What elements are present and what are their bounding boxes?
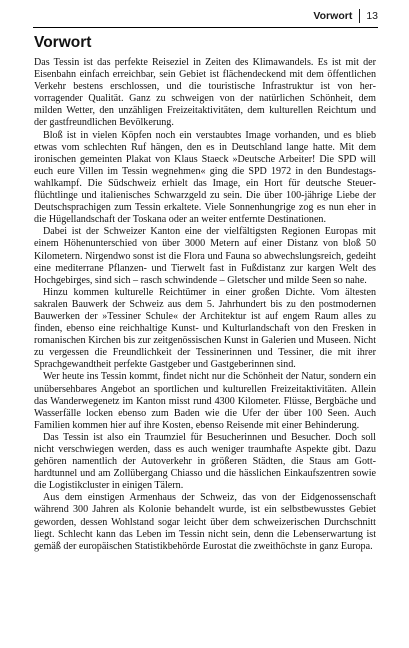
running-header-section: Vorwort	[313, 10, 353, 22]
paragraph-1: Das Tessin ist das perfekte Reiseziel in Zeiten des Klimawandels. Es ist mit der Eisenbahn einfach erreichbar, sein Gebiet ist flächendeckend mit dem öffentlichen Verkehr bestens erschlossen, und die touristische Infrastruktur ist von hervorragender Qualität. Ganz zu schweigen von der natürlichen Schönheit, dem milden Wetter, den unzähligen Freizeitaktivitäten, dem kulturellen Reichtum und der gastfreundlichen Bevölkerung.	[34, 57, 376, 129]
paragraph-4: Hinzu kommen kulturelle Reichtümer in einer großen Dichte. Vom ältesten sakralen Bauwerk der Schweiz aus dem 5. Jahrhundert bis zu den postmodernen Bauwerken der »Tessiner Schule« der Architektur ist auf engem Raum alles zu finden, ebenso eine reichhaltige Kunst- und Kulturlandschaft von den Fresken in romanischen Kirchen bis zur zeitgenössischen Kunst in Galerien und Museen. Nicht zu vergessen die Freundlichkeit der Tessinerinnen und Tessiner, die mit ihrer Sprachgewandtheit perfekte Gastgeber und Gastgeberinnen sind.	[34, 286, 376, 371]
paragraph-5: Wer heute ins Tessin kommt, findet nicht nur die Schönheit der Natur, sondern ein unübersehbares Angebot an sportlichen und kulturellen Freizeitaktivitäten. Allein das Wanderwegenetz im Kanton misst rund 4300 Kilometer. Flüsse, Bergbäche und Wasserfälle locken ebenso zum Baden wie die Ufer der über 100 Seen. Auch Familien kommen hier auf ihre Kosten, ebenso Reisende mit einer Behinderung.	[34, 371, 376, 431]
paragraph-3: Dabei ist der Schweizer Kanton eine der vielfältigsten Regionen Europas mit einem Höhenunterschied von über 3000 Metern auf einer Distanz von bloß 50 Kilometern. Nirgendwo sonst ist die Flora und Fauna so abwechslungsreich, gedeiht eine mediterrane Pflanzen- und Tierwelt fast in Fußdistanz zur kargen Welt des Hochgebirges, sind sich – rasch schwindende – Gletscher und milde Seen so nahe.	[34, 226, 376, 286]
paragraph-2: Bloß ist in vielen Köpfen noch ein verstaubtes Image vorhanden, und es blieb etwas vom schlechten Ruf hängen, den es in Deutschland lange hatte. Mit dem ironischen gemeinten Plakat von Klaus Staeck »Deutsche Arbeiter! Die SPD will euch eure Villen im Tessin wegnehmen« ging die SPD 1972 in den Bundestagswahlkampf. Die Südschweiz erhielt das Image, ein Hort für deutsche Steuerflüchtlinge und italienisches Schwarzgeld zu sein. Die über 100-jährige Liebe der Deutschsprachigen zum Tessin erkaltete. Viele Sonnenhungrige zog es nun eher in die Hügellandschaft der Toskana oder an weiter entfernte Destinationen.	[34, 129, 376, 226]
header-right	[313, 6, 378, 26]
running-header	[0, 0, 409, 35]
header-rule	[33, 27, 378, 28]
paragraph-7: Aus dem einstigen Armenhaus der Schweiz, das von der Eidgenossenschaft während 300 Jahren als Kolonie behandelt wurde, ist ein selbstbewusstes Gebiet geworden, dessen Wohlstand sogar leicht über dem schweizerischen Durchschnitt liegt. Schlecht kann das Leben im Tessin nicht sein, denn die Lebenserwartung ist gemäß der europäischen Statistikbehörde Eurostat die zweithöchste in ganz Europa.	[34, 492, 376, 552]
paragraph-6: Das Tessin ist also ein Traumziel für Besucherinnen und Besucher. Doch soll nicht verschwiegen werden, dass es auch weniger traumhafte Aspekte gibt. Dazu gehören namentlich der Autoverkehr in größeren Städten, die Staus am Gotthardtunnel und am Zollübergang Chiasso und die hässlichen Einkaufszentren sowie die Logistikcluster in einigen Tälern.	[34, 431, 376, 492]
chapter-title: Vorwort	[34, 34, 92, 51]
body-text	[34, 57, 376, 553]
page-number: 13	[359, 9, 378, 23]
